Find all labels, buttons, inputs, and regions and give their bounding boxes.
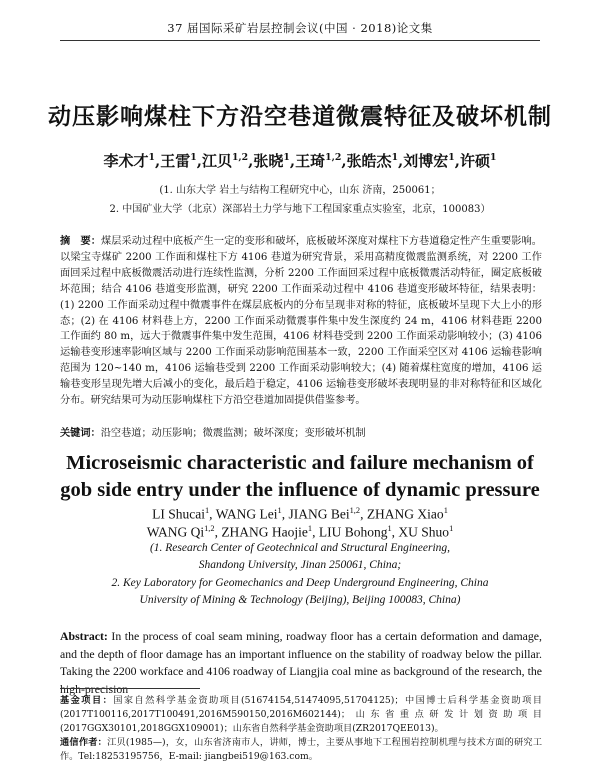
- author: LI Shucai: [152, 506, 205, 522]
- english-affiliation-4: University of Mining & Technology (Beijing), Beijing 100083, China): [139, 594, 461, 606]
- author-sup: 1: [204, 506, 210, 515]
- author-sup: 1: [307, 524, 313, 533]
- author: 许硕: [460, 152, 491, 170]
- author-sup: 1: [391, 152, 399, 163]
- running-header: 37 届国际采矿岩层控制会议(中国 · 2018)论文集: [167, 21, 433, 35]
- author-sup: 1: [277, 506, 282, 515]
- author: 王琦: [295, 152, 326, 170]
- author: 刘博宏: [403, 152, 449, 170]
- author: 张晓: [253, 152, 284, 170]
- footnotes: [60, 694, 542, 764]
- chinese-affiliation-2: 2. 中国矿业大学（北京）深部岩土力学与地下工程国家重点实验室，北京，100083）: [109, 204, 491, 215]
- fund-note: [60, 694, 542, 736]
- author: 张皓杰: [346, 152, 392, 170]
- fund-text: 国家自然科学基金资助项目(51674154,51474095,51704125)；中国博士后科学基金资助项目(2017T100116,2017T100491,2016M590150,2016M602144)；山东省重点研发计划资助项目(2017GGX30101,2018GGX109001)；山东省自然科学基金资助项目(ZR2017QEE013)。: [60, 695, 542, 734]
- english-abstract: [60, 628, 542, 696]
- author-sup: 1: [190, 152, 197, 163]
- chinese-authors: 李术才$^1$,王雷$^1$,江贝$^{1,2}$,张晓$^1$,王琦$^{1,2}$,张皓杰$^1$,刘博宏$^1$,许硕$^1$: [103, 152, 497, 170]
- author-note: [60, 736, 542, 764]
- fund-label: 基金项目：: [60, 695, 114, 706]
- header-rule: [60, 40, 540, 41]
- english-affiliation-1: (1. Research Center of Geotechnical and Structural Engineering,: [149, 542, 451, 554]
- author: ZHANG Haojie: [221, 524, 308, 540]
- english-affiliation-2: Shandong University, Jinan 250061, China;: [198, 559, 402, 571]
- author-note-text: 江贝(1985—)，女，山东省济南市人，讲师，博士，主要从事地下工程围岩控制机理与技术方面的研究工作。Tel:18253195756，E-mail: jiangbei519@163.com。: [60, 737, 543, 762]
- author-sup: 1: [387, 524, 392, 533]
- english-title-line-2: gob side entry under the influence of dynamic pressure: [60, 479, 540, 501]
- abstract-text: In the process of coal seam mining, roadway floor has a certain deformation and damage, and the depth of floor damage has an important influence on the stability of roadway below the pillar. Taking the 2200 workface and 4106 roadway of Liangjia coal mine as background of the research, the high-precision: [60, 629, 542, 696]
- english-affiliation-3: 2. Key Laboratory for Geomechanics and Deep Underground Engineering, China: [111, 577, 489, 589]
- author-sup: 1: [490, 152, 497, 163]
- author-sup: 1: [443, 506, 448, 515]
- author-sup: 1: [448, 152, 455, 163]
- author-sup: 1: [283, 152, 290, 163]
- author-sup: 1,2: [231, 152, 249, 163]
- author-sup: 1,2: [204, 524, 215, 533]
- author: 江贝: [201, 152, 232, 170]
- english-authors-line-1: LI Shucai$^1$, WANG Lei$^1$, JIANG Bei$^{1,2}$, ZHANG Xiao$^1$: [152, 506, 448, 522]
- keywords-text: 沿空巷道；动压影响；微震监测；破坏深度；变形破坏机制: [100, 428, 366, 439]
- author: XU Shuo: [398, 524, 450, 540]
- author: 王雷: [160, 152, 191, 170]
- chinese-abstract: [60, 234, 542, 409]
- author: JIANG Bei: [288, 506, 350, 522]
- abstract-label: Abstract:: [60, 629, 108, 643]
- chinese-keywords: [60, 424, 542, 439]
- author: LIU Bohong: [318, 524, 388, 540]
- author-sup: 1: [449, 524, 454, 533]
- author-sup: 1: [148, 152, 155, 163]
- footnote-rule: [60, 688, 200, 689]
- author-sup: 1,2: [325, 152, 342, 163]
- author: ZHANG Xiao: [366, 506, 444, 522]
- english-authors-line-2: WANG Qi$^{1,2}$, ZHANG Haojie$^1$, LIU Bohong$^1$, XU Shuo$^1$: [146, 524, 454, 540]
- author: WANG Lei: [215, 506, 278, 522]
- chinese-title: 动压影响煤柱下方沿空巷道微震特征及破坏机制: [48, 103, 552, 130]
- author-note-label: 通信作者：: [60, 737, 108, 748]
- author: 李术才: [103, 152, 149, 170]
- author-sup: 1,2: [349, 506, 361, 515]
- abstract-text: 煤层采动过程中底板产生一定的变形和破坏，底板破坏深度对煤柱下方巷道稳定性产生重要影响。以梁宝寺煤矿 2200 工作面和煤柱下方 4106 巷道为研究背景，采用高精度微震监测系统，对 2200 工作面回采过程中底板微震活动进行连续性监测，分析 2200 工作面回采过程中底板微震活动特征，圈定底板破坏范围；结合 4106 巷道变形监测，研究 2200 工作面采动过程中 4106 巷道变形破坏特征，结果表明：(1) 2200 工作面采动过程中微震事件在煤层底板内的分布呈现非对称的特征，底板破坏呈现下大上小的形态；(2) 在 4106 材料巷上方，2200 工作面采动微震事件集中发生深度约 24 m，4106 材料巷距 2200 工作面约 80 m，远大于微震事件集中发生范围，4106 材料巷受到 2200 工作面采动影响较小；(3) 4106 运输巷变形速率影响区域与 2200 工作面采动影响范围基本一致，2200 工作面采空区对 4106 运输巷影响范围为 120~140 m，4106 运输巷受到 2200 工作面采动影响较大；(4) 随着煤柱宽度的增加，4106 运输巷变形呈现先增大后减小的变化，最后趋于稳定，4106 运输巷变形破坏表现明显的非对称特征和区域化分布。研究结果可为动压影响煤柱下方沿空巷道加固提供借鉴参考。: [60, 236, 542, 407]
- keywords-label: 关键词：: [60, 427, 101, 439]
- abstract-label: 摘 要：: [60, 235, 102, 247]
- chinese-affiliation-1: (1. 山东大学 岩土与结构工程研究中心，山东 济南，250061；: [159, 185, 441, 196]
- author: WANG Qi: [146, 524, 205, 540]
- english-title-line-1: Microseismic characteristic and failure mechanism of: [66, 452, 534, 474]
